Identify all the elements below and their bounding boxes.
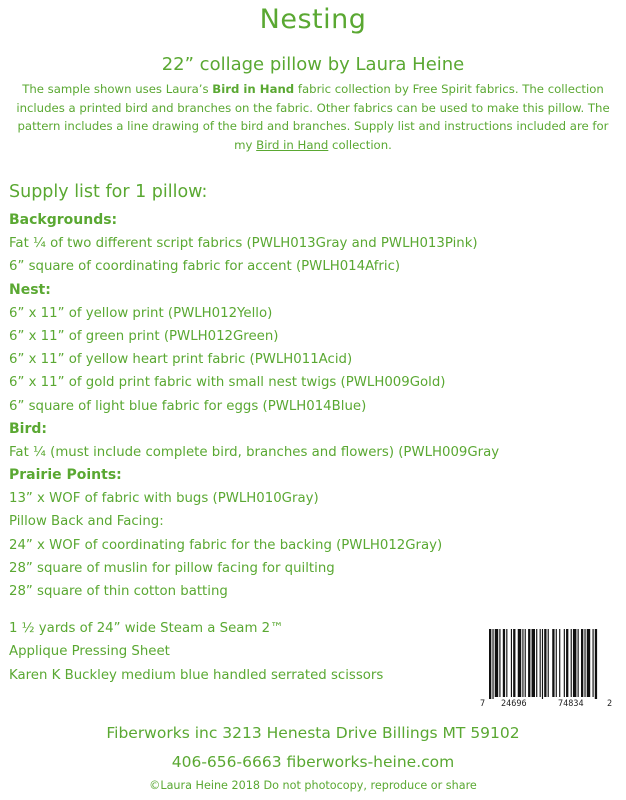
footer-company: Fiberworks inc 3213 Henesta Drive Billings MT 59102 xyxy=(106,724,520,742)
barcode-bar xyxy=(499,629,500,697)
barcode-bar xyxy=(540,629,541,697)
barcode xyxy=(479,627,615,713)
barcode-bar xyxy=(566,629,568,697)
supply-item: 28” square of thin cotton batting xyxy=(9,584,228,599)
barcode-bar xyxy=(536,629,537,697)
footer-contact: 406-656-6663 fiberworks-heine.com xyxy=(171,753,455,771)
barcode-bar xyxy=(544,629,546,697)
barcode-bar xyxy=(571,629,572,697)
barcode-bar xyxy=(511,629,512,697)
supply-item: 6” square of light blue fabric for eggs (PWLH014Blue) xyxy=(9,398,367,414)
page-subtitle: 22” collage pillow by Laura Heine xyxy=(161,54,465,75)
nest-heading: Nest: xyxy=(9,281,51,298)
barcode-digit-check: 2 xyxy=(607,699,613,709)
barcode-bar xyxy=(573,629,576,697)
supply-item: 24” x WOF of coordinating fabric for the backing (PWLH012Gray) xyxy=(9,537,443,553)
barcode-bars-icon xyxy=(479,627,615,699)
barcode-digits-right: 74834 xyxy=(558,699,584,709)
backgrounds-heading: Backgrounds: xyxy=(9,212,118,228)
barcode-bar xyxy=(548,629,549,697)
notion-item: Applique Pressing Sheet xyxy=(9,644,170,660)
supply-list-title: Supply list for 1 pillow: xyxy=(9,182,208,202)
barcode-bar xyxy=(528,629,530,697)
barcode-bar xyxy=(595,629,597,699)
barcode-digits-left: 24696 xyxy=(501,699,527,709)
barcode-bar xyxy=(492,629,493,699)
intro-collection-underline: Bird in Hand xyxy=(256,137,329,152)
barcode-bar xyxy=(593,629,594,697)
supply-item: 6” x 11” of yellow print (PWLH012Yello) xyxy=(9,305,273,321)
intro-text-3: collection. xyxy=(328,137,392,152)
supply-item: 6” x 11” of gold print fabric with small nest twigs (PWLH009Gold) xyxy=(9,375,446,391)
page-title: Nesting xyxy=(259,4,367,35)
notions-list xyxy=(9,617,479,687)
barcode-bar xyxy=(584,629,585,697)
supply-item: Fat ¼ (must include complete bird, branches and flowers) (PWLH009Gray xyxy=(9,444,500,460)
barcode-bar xyxy=(513,629,515,697)
intro-collection-bold: Bird in Hand xyxy=(212,82,295,96)
barcode-bar xyxy=(522,629,523,697)
bird-heading: Bird: xyxy=(9,420,47,437)
barcode-bar xyxy=(587,629,590,697)
intro-paragraph xyxy=(12,80,614,154)
intro-text-1: The sample shown uses Laura’s xyxy=(22,82,213,96)
barcode-bar xyxy=(552,629,554,697)
supply-list xyxy=(9,209,619,603)
barcode-bar xyxy=(559,629,560,697)
barcode-digit-lead: 7 xyxy=(480,699,486,709)
supply-item: 13” x WOF of fabric with bugs (PWLH010Gray) xyxy=(9,491,319,507)
barcode-bar xyxy=(495,629,498,697)
pillow-back-heading: Pillow Back and Facing: xyxy=(9,514,164,530)
barcode-bar xyxy=(518,629,521,697)
notion-item: 1 ½ yards of 24” wide Steam a Seam 2™ xyxy=(9,621,284,636)
supply-item: 6” x 11” of yellow heart print fabric (PWLH011Acid) xyxy=(9,352,353,368)
prairie-points-heading: Prairie Points: xyxy=(9,467,122,484)
supply-item: 6” square of coordinating fabric for accent (PWLH014Afric) xyxy=(9,259,401,275)
barcode-bar xyxy=(556,629,557,697)
barcode-bar xyxy=(581,629,583,697)
copyright-notice: ©Laura Heine 2018 Do not photocopy, reproduce or share xyxy=(149,779,477,792)
barcode-bar xyxy=(506,629,507,697)
barcode-bar xyxy=(542,629,543,699)
notion-item: Karen K Buckley medium blue handled serrated scissors xyxy=(9,667,384,683)
barcode-bar xyxy=(525,629,526,697)
supply-item: 28” square of muslin for pillow facing for quilting xyxy=(9,560,335,576)
barcode-bar xyxy=(578,629,579,697)
barcode-bar xyxy=(489,629,491,699)
barcode-bar xyxy=(532,629,535,697)
supply-item: 6” x 11” of green print (PWLH012Green) xyxy=(9,328,279,344)
supply-item: Fat ¼ of two different script fabrics (PWLH013Gray and PWLH013Pink) xyxy=(9,236,478,252)
barcode-digits xyxy=(479,699,615,713)
barcode-bar xyxy=(503,629,505,697)
barcode-bar xyxy=(564,629,565,697)
intro-text-2: fabric collection by Free Spirit fabrics. The collection includes a printed bird and branches on the fabric. Other fabrics can be used to make this pillow. The pattern includes a line drawing of the bird and branches. Supply list and instructions included are for my xyxy=(16,82,610,152)
